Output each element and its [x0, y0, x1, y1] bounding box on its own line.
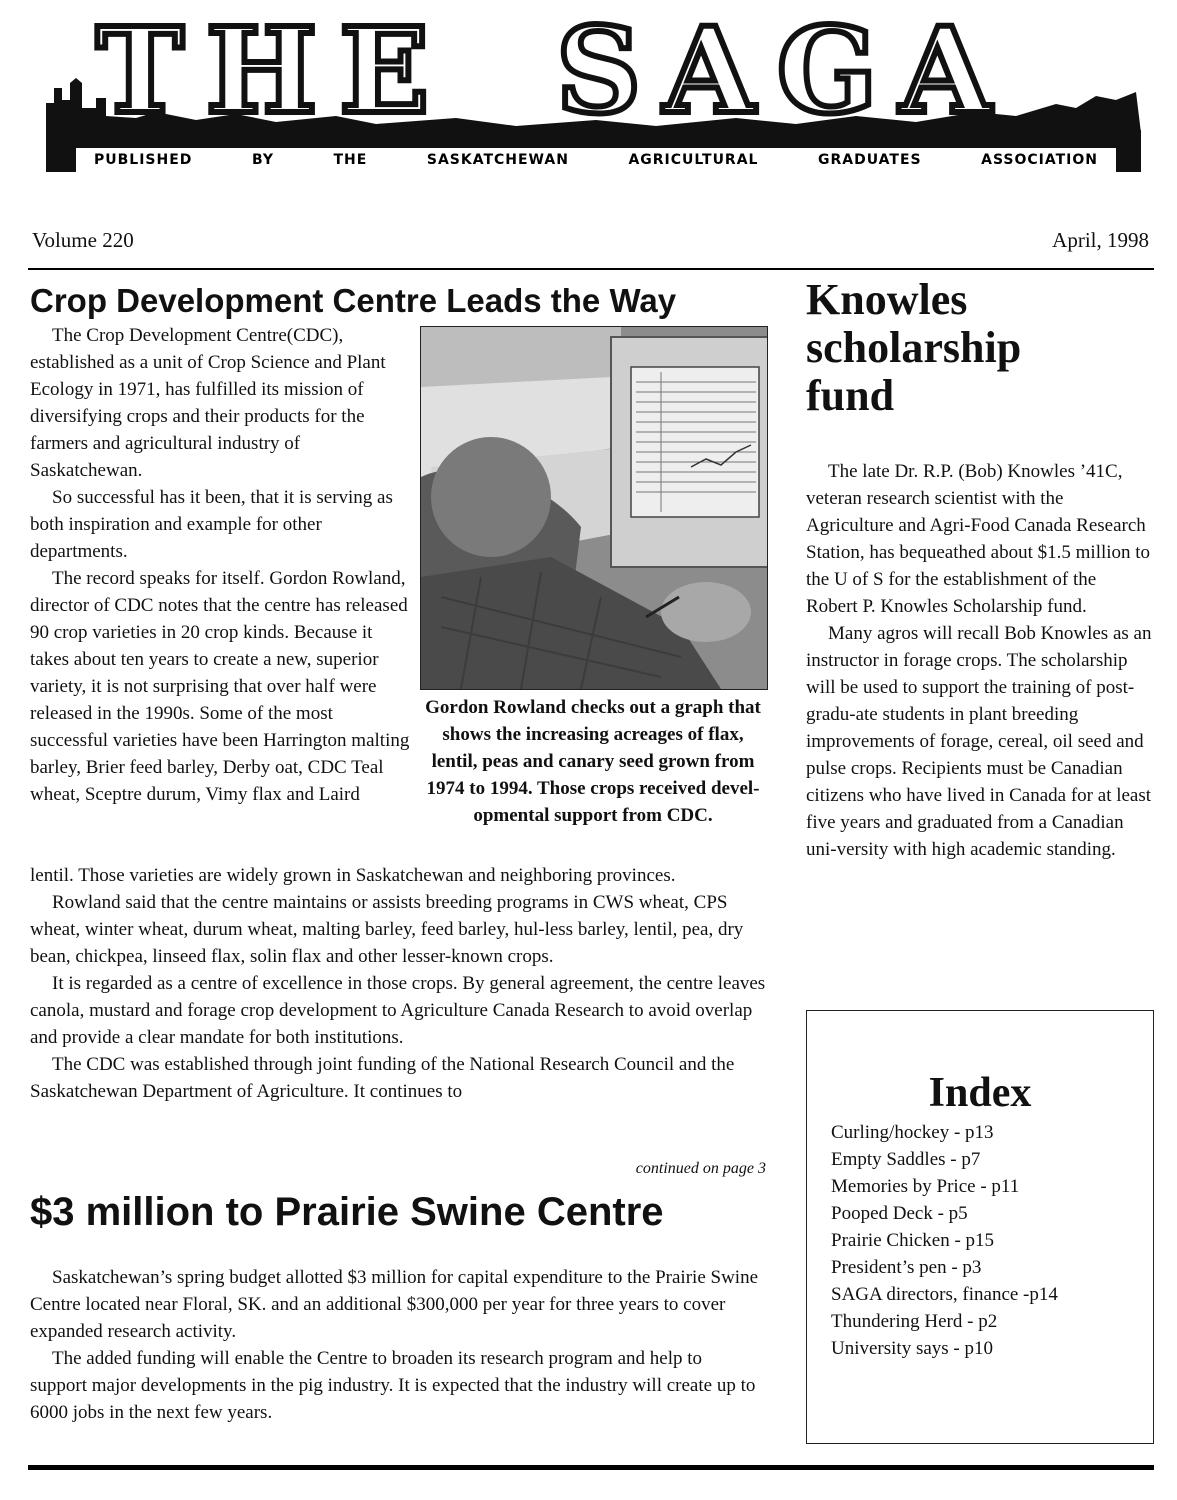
index-item: Curling/hockey - p13 — [831, 1122, 994, 1143]
svg-text:THE: THE — [96, 8, 452, 140]
article-paragraph: The added funding will enable the Centre to broaden its research program and help to support major developments in the pig industry. It is expected that the industry will create up to 6000 jobs in the next few years. — [30, 1348, 756, 1423]
banner-word: THE — [333, 152, 368, 168]
article-crop-narrow-column — [30, 322, 412, 808]
article-paragraph: The record speaks for itself. Gordon Rowland, director of CDC notes that the centre has released 90 crop varieties in 20 crop kinds. Because it takes about ten years to create a new, superior variety, it is not surprising that over half were released in the 1990s. Some of the most successful varieties have been Harrington malting barley, Brier feed barley, Derby oat, CDC Teal wheat, Sceptre durum, Vimy flax and Laird — [30, 568, 410, 805]
index-item: Pooped Deck - p5 — [831, 1203, 968, 1224]
banner-word: PUBLISHED — [94, 152, 193, 168]
index-item: SAGA directors, finance -p14 — [831, 1284, 1058, 1305]
banner-word: AGRICULTURAL — [628, 152, 759, 168]
banner-word: ASSOCIATION — [981, 152, 1098, 168]
article-headline-knowles — [806, 276, 1021, 420]
article-paragraph-continued: lentil. Those varieties are widely grown in Saskatchewan and neighboring provinces. — [30, 865, 676, 886]
article-swine-column — [30, 1264, 760, 1426]
issue-date: April, 1998 — [1052, 228, 1149, 252]
index-item: Empty Saddles - p7 — [831, 1149, 981, 1170]
footer-rule — [28, 1465, 1154, 1470]
headline-line: scholarship — [806, 323, 1022, 372]
article-paragraph: Many agros will recall Bob Knowles as an instructor in forage crops. The scholarship will be used to support the training of post-gradu-ate students in plant breeding improvements of forage, cereal, oil seed and pulse crops. Recipients must be Canadian citizens who have lived in Canada for at least five years and graduated from a Canadian uni-versity with high academic standing. — [806, 623, 1152, 860]
article-paragraph: The late Dr. R.P. (Bob) Knowles ’41C, veteran research scientist with the Agriculture and Agri-Food Canada Research Station, has bequeathed about $1.5 million to the U of S for the establishment of the Robert P. Knowles Scholarship fund. — [806, 461, 1151, 617]
article-paragraph: Saskatchewan’s spring budget allotted $3 million for capital expenditure to the Prairie Swine Centre located near Floral, SK. and an additional $300,000 per year for three years to cover expanded research activity. — [30, 1267, 758, 1342]
banner-word: BY — [251, 152, 274, 168]
masthead-banner — [76, 148, 1116, 172]
header-rule — [28, 268, 1154, 270]
article-headline-crop-development: Crop Development Centre Leads the Way — [30, 282, 677, 319]
article-knowles-column — [806, 458, 1152, 863]
index-item: Thundering Herd - p2 — [831, 1311, 998, 1332]
headline-line: Knowles — [806, 275, 968, 324]
index-box — [806, 1010, 1154, 1444]
article-headline-swine-centre: $3 million to Prairie Swine Centre — [30, 1190, 664, 1234]
index-item: President’s pen - p3 — [831, 1257, 982, 1278]
article-paragraph: The CDC was established through joint funding of the National Research Council and the Saskatchewan Department of Agriculture. It continues to — [30, 1054, 735, 1102]
headline-line: fund — [806, 371, 895, 420]
photo-gordon-rowland — [420, 326, 768, 690]
index-list — [831, 1119, 1058, 1362]
index-item: University says - p10 — [831, 1338, 994, 1359]
issue-volume: Volume 220 — [32, 228, 134, 252]
article-paragraph: The Crop Development Centre(CDC), established as a unit of Crop Science and Plant Ecology in 1971, has fulfilled its mission of diversifying crops and their products for the farmers and agricultural industry of Saskatchewan. — [30, 325, 386, 481]
index-title: Index — [928, 1070, 1032, 1116]
svg-text:SAGA: SAGA — [556, 8, 1014, 140]
article-paragraph: So successful has it been, that it is serving as both inspiration and example for other departments. — [30, 487, 393, 562]
article-paragraph: It is regarded as a centre of excellence in those crops. By general agreement, the centre leaves canola, mustard and forage crop development to Agriculture Canada Research to avoid overlap and provide a clear mandate for both institutions. — [30, 973, 766, 1048]
index-item: Prairie Chicken - p15 — [831, 1230, 995, 1251]
article-crop-wide-column — [30, 862, 766, 1105]
article-paragraph: Rowland said that the centre maintains or assists breeding programs in CWS wheat, CPS wheat, winter wheat, durum wheat, malting barley, feed barley, hul-less barley, lentil, pea, dry bean, chickpea, linseed flax, solin flax and other lesser-known crops. — [30, 892, 744, 967]
banner-word: GRADUATES — [817, 152, 922, 168]
masthead — [36, 8, 1151, 178]
continued-note: continued on page 3 — [635, 1160, 766, 1177]
banner-word: SASKATCHEWAN — [426, 152, 569, 168]
photo-caption: Gordon Rowland checks out a graph that shows the increasing acreages of flax, lentil, peas and canary seed grown from 1974 to 1994. Those crops received devel-opmental support from CDC. — [425, 697, 761, 826]
index-item: Memories by Price - p11 — [831, 1176, 1020, 1197]
